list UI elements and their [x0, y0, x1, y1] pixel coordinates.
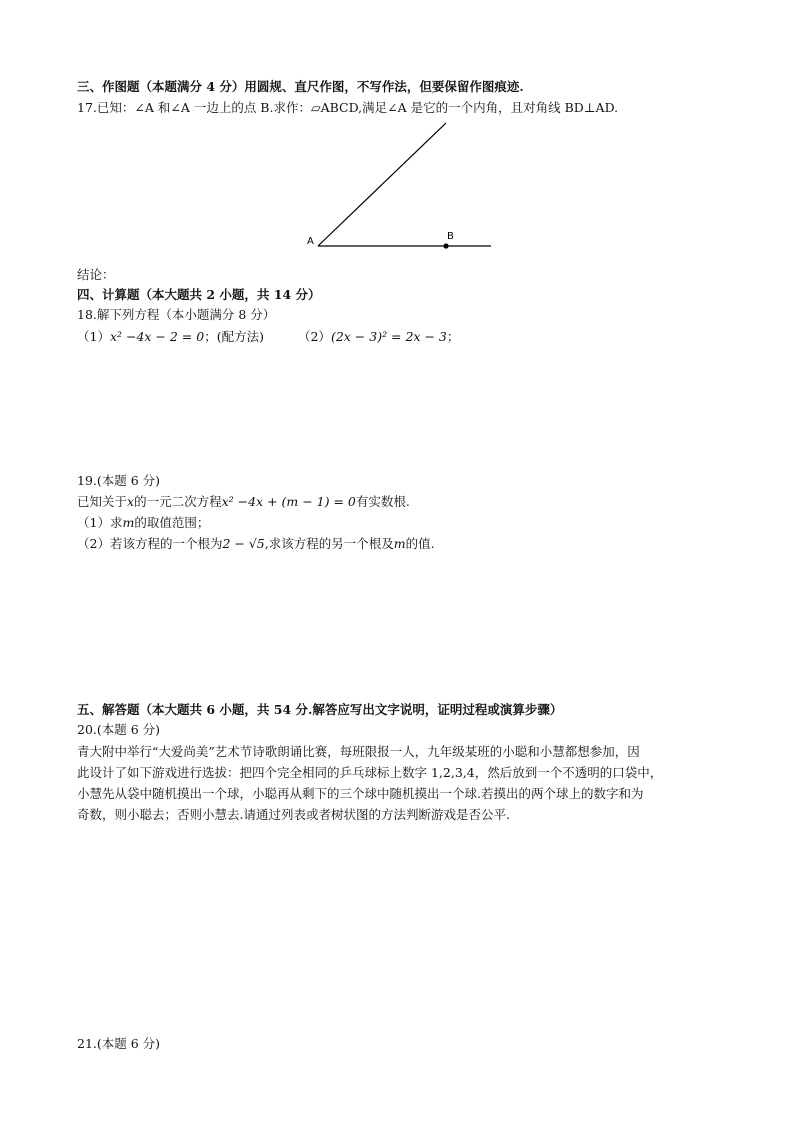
q18-part1-note: ；(配方法) [204, 329, 264, 344]
point-b [443, 243, 448, 248]
question-20-line-3: 小慧先从袋中随机摸出一个球，小聪再从剩下的三个球中随机摸出一个球.若摸出的两个球上的数字和为 [77, 786, 644, 801]
q19-stem-text-2: 的一元二次方程 [134, 494, 222, 509]
question-19-part2 [77, 535, 435, 553]
question-20-line-1: 青大附中举行“大爱尚美”艺术节诗歌朗诵比赛，每班限报一人，九年级某班的小聪和小慧都想参加，因 [77, 744, 640, 759]
q19-equation: x² −4x + (m − 1) = 0 [221, 494, 356, 509]
section5-heading: 五、解答题（本大题共 6 小题，共 54 分.解答应写出文字说明，证明过程或演算步骤） [77, 702, 563, 717]
q19-variable-x: x [127, 494, 135, 509]
q18-part1-number: （1） [77, 329, 110, 344]
question-20-line-4: 奇数，则小聪去；否则小慧去.请通过列表或者树状图的方法判断游戏是否公平. [77, 807, 510, 822]
q19-part1-text-2: 的取值范围； [134, 515, 210, 530]
question-19-stem [77, 493, 410, 511]
question-21-title: 21.(本题 6 分) [77, 1036, 161, 1051]
section3-heading: 三、作图题（本题满分 4 分）用圆规、直尺作图，不写作法，但要保留作图痕迹. [77, 79, 524, 94]
question-20-title: 20.(本题 6 分) [77, 722, 161, 737]
q19-stem-text-1: 已知关于 [77, 494, 128, 509]
question-19-part1 [77, 514, 209, 532]
question-20-line-2: 此设计了如下游戏进行选拔：把四个完全相同的乒乓球标上数字 1,2,3,4，然后放到一个不透明的口袋中， [77, 765, 663, 780]
q19-part2-text-1: （2）若该方程的一个根为 [77, 536, 223, 551]
q19-stem-text-3: 有实数根. [355, 494, 410, 509]
label-b: B [447, 231, 454, 242]
q19-part1-text-1: （1）求 [77, 515, 123, 530]
q18-part1-equation: x² −4x − 2 = 0 [109, 329, 205, 344]
angle-ray-upper [318, 123, 446, 246]
question-18-title: 18.解下列方程（本小题满分 8 分） [77, 307, 276, 322]
q18-part2-number: （2） [297, 329, 331, 344]
q19-part2-text-2: ,求该方程的另一个根及 [264, 536, 394, 551]
question-18-parts [77, 328, 459, 346]
question-17: 17.已知：∠A 和∠A 一边上的点 B.求作：▱ABCD,满足∠A 是它的一个内角，且对角线 BD⊥AD. [77, 100, 619, 115]
q19-part2-variable-m: m [393, 536, 406, 551]
question-19-title: 19.(本题 6 分) [77, 473, 161, 488]
q18-part2-end: ； [446, 329, 460, 344]
q19-part2-text-3: 的值. [405, 536, 435, 551]
angle-figure [0, 115, 794, 265]
label-a: A [307, 236, 314, 247]
q18-part2-equation: (2x − 3)² = 2x − 3 [330, 329, 447, 344]
q19-part1-variable-m: m [122, 515, 135, 530]
section4-heading: 四、计算题（本大题共 2 小题，共 14 分） [77, 287, 321, 302]
conclusion-label: 结论： [77, 267, 115, 282]
q19-part2-root: 2 − √5 [222, 536, 265, 551]
